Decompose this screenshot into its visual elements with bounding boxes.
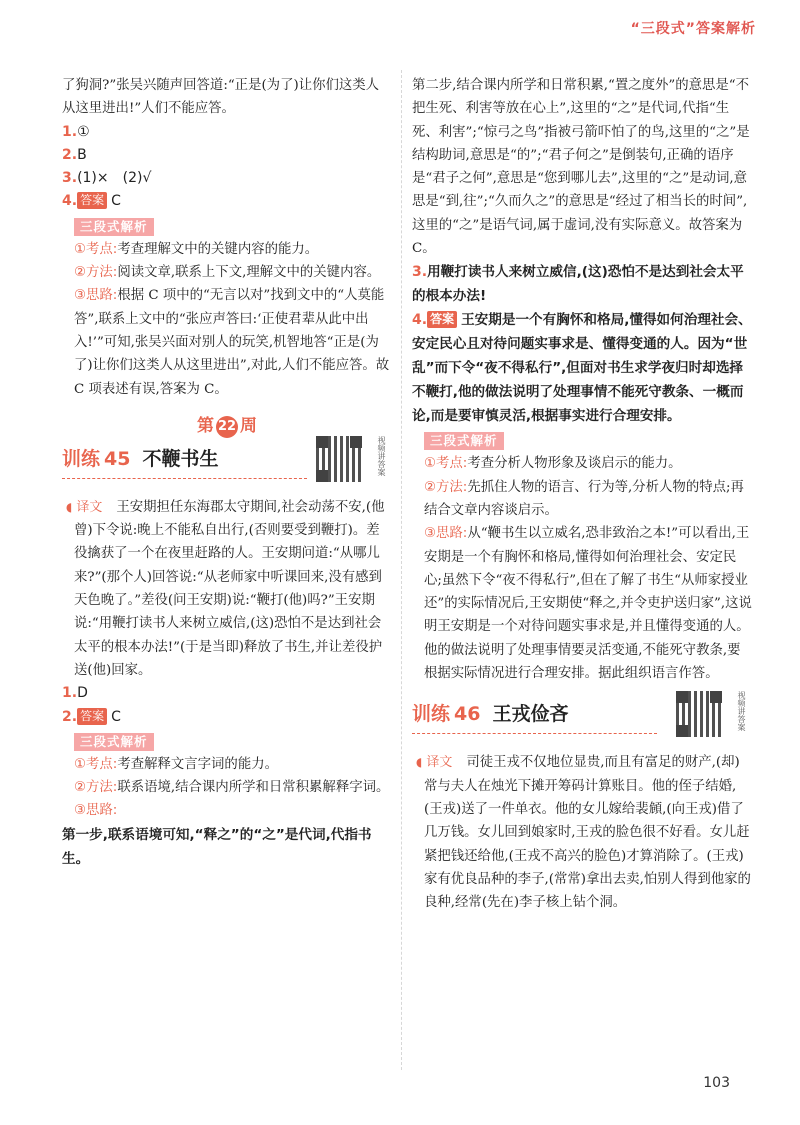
lesson-title: 不鞭书生 [142,447,219,470]
question-number: 3. [412,264,428,281]
answer-text: 用鞭打读书人来树立威信,(这)恐怕不是达到社会太平的根本办法! [412,264,744,305]
analysis-point [62,238,392,261]
answer-3 [62,167,392,190]
point-text: 考查分析人物形象及谈启示的能力。 [467,456,682,472]
lesson-46-heading [412,691,752,745]
lesson-45-heading [62,435,392,490]
analysis-title: 三段式解析 [424,432,504,450]
crescent-icon: ◖ [66,499,73,514]
l45-answer-2 [62,706,392,729]
step-one-text: 第一步,联系语境可知,“释之”的“之”是代词,代指书生。 [62,826,372,867]
point-label: ①考点: [74,756,118,772]
answer-text: B [77,146,87,163]
method-text: 联系语境,结合课内所学和日常积累解释字词。 [117,780,390,796]
answer-1 [62,121,392,144]
translation-label: 译文 [426,755,453,771]
answer-2 [62,144,392,167]
week-prefix: 第 [197,415,214,436]
question-number: 1. [62,123,78,140]
analysis-point [62,753,392,776]
analysis-reasoning [62,284,392,400]
reasoning-label: ③思路: [74,803,118,819]
week-number-badge: 22 [216,416,238,438]
translation-block [62,496,392,682]
reasoning-label: ③思路: [74,288,118,304]
lesson-number: 45 [104,447,131,470]
analysis-reasoning [412,522,752,685]
point-label: ①考点: [74,241,118,257]
answer-text: (1)× (2)√ [77,170,152,187]
lesson-number: 46 [454,703,481,726]
lesson-label: 训练 [412,703,451,726]
answer-tag: 答案 [77,708,107,725]
lesson-label: 训练 [62,447,101,470]
answer-text: 王安期是一个有胸怀和格局,懂得如何治理社会、安定民心且对待问题实事求是、懂得变通的人。因为“世乱”而下令“夜不得私行”,但面对书生求学夜归时却选择不鞭打,他的做法说明了处理事情不能死守教条、一概而论,而是要审慎灵活,根据事实进行合理安排。 [412,312,752,425]
heading-underline [412,733,657,734]
answer-text: ① [77,123,90,140]
answer-text: C [111,193,121,210]
analysis-title: 三段式解析 [74,733,154,751]
analysis-method [62,776,392,799]
translation-marker [416,751,466,774]
week-suffix: 周 [240,415,257,436]
analysis-title: 三段式解析 [74,218,154,236]
question-number: 3. [62,170,78,187]
answer-3 [412,260,752,308]
lesson-title: 王戎俭吝 [492,703,569,726]
intro-text: 了狗洞?”张吴兴随声回答道:“正是(为了)让你们这类人从这里进出!”人们不能应答。 [62,78,380,117]
question-number: 2. [62,708,78,725]
point-label: ①考点: [424,456,468,472]
question-number: 4. [412,312,428,329]
reasoning-text: 根据 C 项中的“无言以对”找到文中的“人莫能答”,联系上文中的“张应声答曰:‘正使君辈从此中出入!’”可知,张吴兴面对别人的玩笑,机智地答“正是(为了)让你们这类人从这里进出”,对此,人们不能应答。故 C 项表述有误,答案为 C。 [74,288,390,397]
l45-answer-1 [62,682,392,705]
translation-text: 司徒王戎不仅地位显贵,而且有富足的财产,(却)常与夫人在烛光下摊开筹码计算账目。他的侄子结婚,(王戎)送了一件单衣。他的女儿嫁给裴頠,(向王戎)借了几万钱。女儿回到娘家时,王戎的脸色很不好看。女儿赶紧把钱还给他,(王戎不高兴的脸色)才算消除了。(王戎)家有优良品种的李子,(常常)拿出去卖,怕别人得到他家的良种,经常(先在)李子核上钻个洞。 [424,755,751,911]
qr-code-icon[interactable] [676,691,722,737]
translation-label: 译文 [76,499,103,515]
translation-text: 王安期担任东海郡太守期间,社会动荡不安,(他曾)下令说:晚上不能私自出行,(否则要受到鞭打)。差役擒获了一个在夜里赶路的人。王安期问道:“从哪儿来?”(那个人)回答说:“从老师家中听课回来,没有感到天色晚了。”差役(问王安期)说:“鞭打(他)吗?”王安期说:“用鞭打读书人来树立威信,(这)恐怕不是达到社会太平的根本办法!”(于是当即)释放了书生,并让差役护送(他)回家。 [74,499,385,678]
analysis-method [412,476,752,523]
point-text: 考查解释文言字词的能力。 [117,756,278,772]
heading-underline [62,478,307,479]
method-label: ②方法: [74,265,118,281]
page-number: 103 [703,1075,730,1091]
reasoning-label: ③思路: [424,526,468,542]
qr-code-icon[interactable] [316,436,362,482]
question-number: 4. [62,193,78,210]
method-label: ②方法: [424,479,468,495]
crescent-icon: ◖ [416,755,423,770]
answer-text: D [77,685,88,702]
answer-tag: 答案 [77,192,107,209]
translation-block [412,751,752,914]
qr-caption: 视频讲答案 [737,691,746,732]
question-number: 2. [62,146,78,163]
answer-text: C [111,708,121,725]
left-column [62,74,392,871]
answer-tag: 答案 [427,311,457,328]
method-text: 阅读文章,联系上下文,理解文中的关键内容。 [117,265,381,281]
column-divider [401,70,402,1070]
answer-4 [412,308,752,428]
running-header: “三段式”答案解析 [630,21,756,37]
week-heading [62,411,392,438]
qr-caption: 视频讲答案 [377,435,386,476]
translation-marker [66,496,116,519]
method-label: ②方法: [74,780,118,796]
analysis-point [412,452,752,475]
analysis-reasoning [62,799,392,822]
method-text: 先抓住人物的语言、行为等,分析人物的特点;再结合文章内容谈启示。 [424,479,744,518]
point-text: 考查理解文中的关键内容的能力。 [117,241,319,257]
right-column [412,74,752,914]
reasoning-text: 从“鞭书生以立威名,恐非致治之本!”可以看出,王安期是一个有胸怀和格局,懂得如何治理社会、安定民心;虽然下令“夜不得私行”,但在了解了书生“从师家授业还”的实际情况后,王安期使“释之,并令吏护送归家”,这说明王安期是一个对待问题实事求是,并且懂得变通的人。他的做法说明了处理事情要灵活变通,不能死守教条,要根据实际情况进行合理安排。据此组织语言作答。 [424,526,752,682]
question-number: 1. [62,685,78,702]
answer-4 [62,190,392,213]
analysis-method [62,261,392,284]
step-two-text: 第二步,结合课内所学和日常积累,“置之度外”的意思是“不把生死、利害等放在心上”,这里的“之”是代词,代指“生死、利害”;“惊弓之鸟”指被弓箭吓怕了的鸟,这里的“之”是结构助词,意思是“的”;“君子何之”是倒装句,正确的语序是“君子之何”,意思是“您到哪儿去”,这里的“之”是动词,意思是“到,往”;“久而久之”的意思是“经过了相当长的时间”,这里的“之”是语气词,属于虚词,没有实际意义。故答案为 C。 [412,78,750,257]
